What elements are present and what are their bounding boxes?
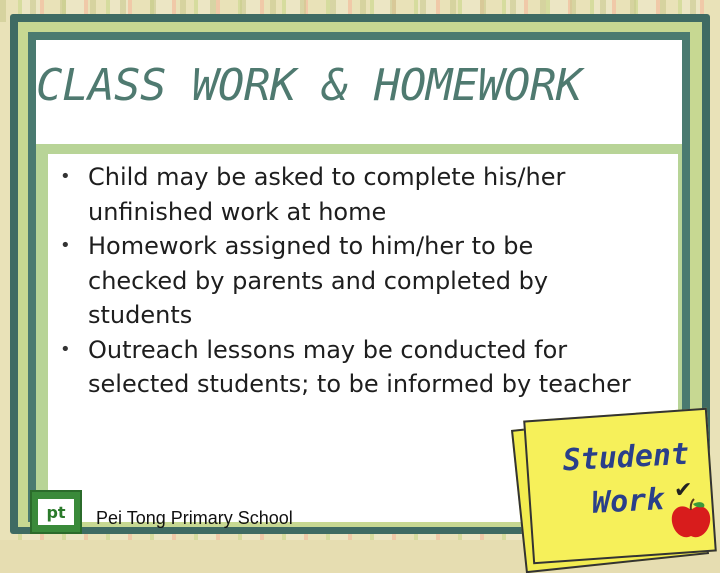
bullet-dot-icon: • [60,338,71,360]
apple-icon [668,498,714,540]
slide-title: CLASS WORK & HOMEWORK [36,60,582,111]
folder-label-line1: Student [561,436,690,479]
bullet-text: Outreach lessons may be conducted for selected students; to be informed by teacher [88,335,631,398]
folder-label-line2: Work [591,482,666,521]
title-divider [36,144,682,154]
bullet-dot-icon: • [60,235,71,256]
bullet-text: Child may be asked to complete his/her unfinished work at home [88,163,566,226]
bullet-item [60,229,640,333]
bullet-text: Homework assigned to him/her to be checked by parents and completed by students [88,232,549,329]
bullet-dot-icon: • [60,166,71,187]
bullet-item [60,333,640,402]
school-logo-mark: pt [38,499,74,525]
school-name: Pei Tong Primary School [96,508,293,528]
bullet-list [60,160,640,402]
school-logo-icon [30,490,82,534]
checkmark-icon: ✔ [674,478,693,503]
bullet-item [60,160,640,229]
